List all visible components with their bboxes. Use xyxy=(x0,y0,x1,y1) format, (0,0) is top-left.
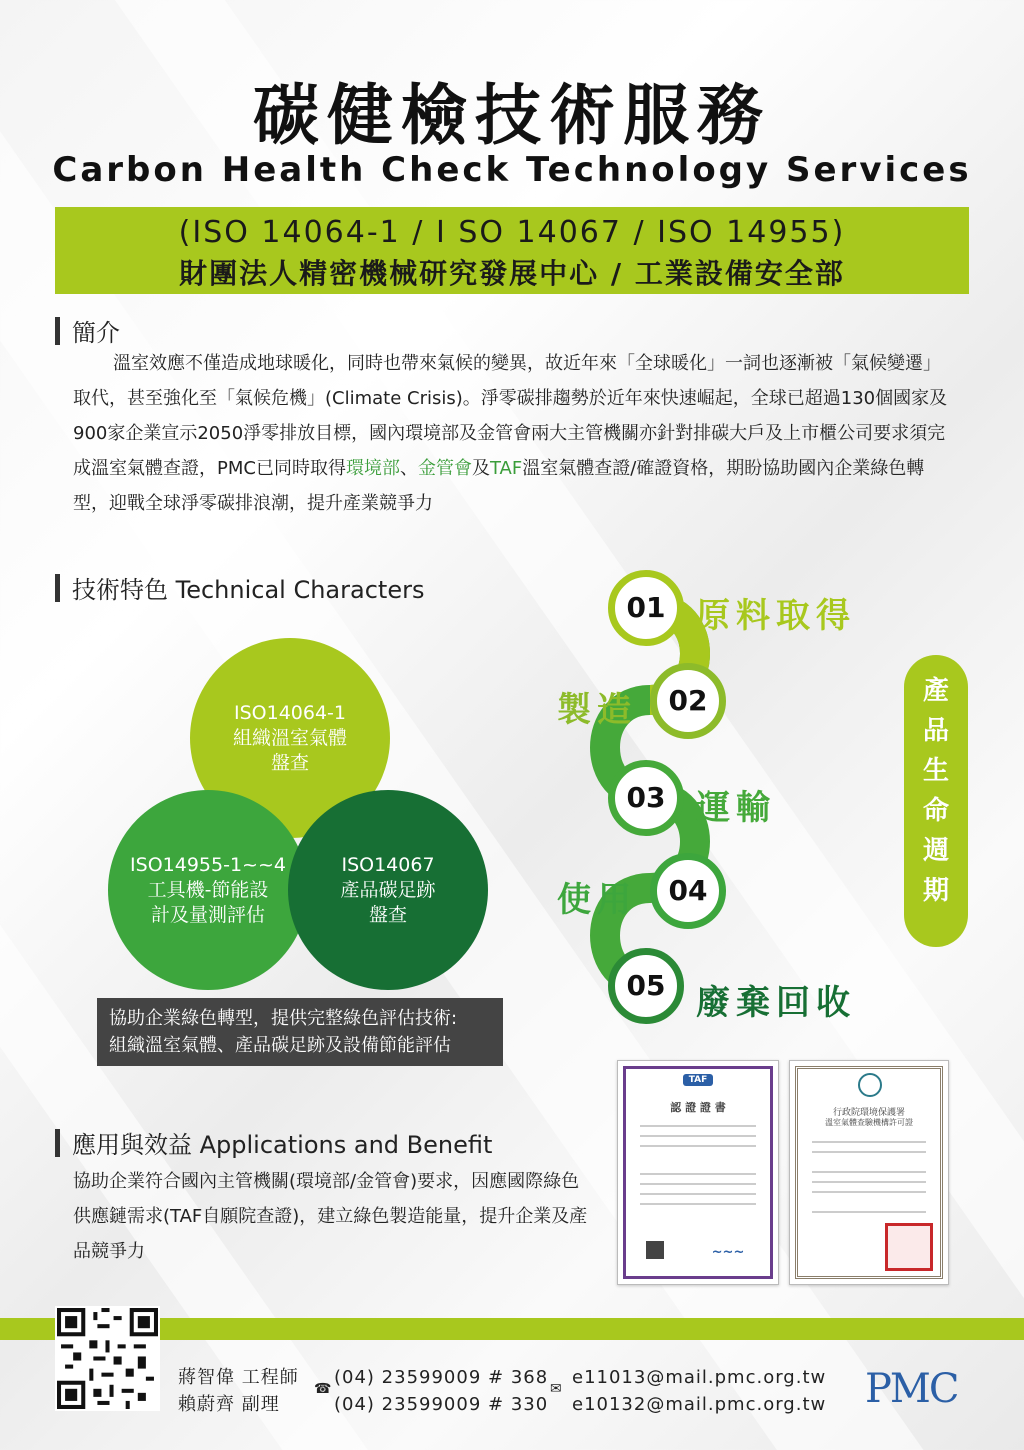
circle1-line1: ISO14064-1 xyxy=(233,701,346,724)
circle2-line1: ISO14955-1~~4 xyxy=(130,853,286,876)
tech-summary-line2: 組織溫室氣體、產品碳足跡及設備節能評估 xyxy=(109,1035,451,1056)
header-band xyxy=(55,207,969,294)
lifecycle-char: 期 xyxy=(922,876,949,906)
qr-code-icon[interactable] xyxy=(55,1306,160,1411)
step-03-badge: 03 xyxy=(608,760,684,836)
intro-text-a: 溫室效應不僅造成地球暖化，同時也帶來氣候的變異，故近年來「全球暖化」一詞也逐漸被「氣候變遷」取代，甚至強化至「氣候危機」(Climate Crisis)。淨零碳排趨勢於近年來快速崛起，全球已超過130個國家及900家企業宣示2050淨零排放目標，國內環境部及金管會兩大主管機關亦針對排碳大戶及上市櫃公司要求須完成溫室氣體查證，PMC已同時取得 xyxy=(73,353,948,479)
standards-line: (ISO 14064-1 / I SO 14067 / ISO 14955) xyxy=(178,215,846,250)
intro-heading-text: 簡介 xyxy=(72,319,120,347)
apps-paragraph: 協助企業符合國內主管機關(環境部/金管會)要求，因應國際綠色供應鏈需求(TAF自願院查證)，建立綠色製造能量，提升企業及產品競爭力 xyxy=(73,1171,588,1262)
red-seal-icon xyxy=(885,1223,933,1271)
contact-phones xyxy=(334,1364,548,1418)
step-02-badge: 02 xyxy=(650,663,726,739)
lifecycle-char: 命 xyxy=(922,796,949,826)
pmc-logo xyxy=(865,1366,957,1412)
page-title: 碳健檢技術服務 xyxy=(253,77,771,154)
highlight-taf: TAF xyxy=(489,458,523,479)
step-04-label: 使用 xyxy=(557,880,637,920)
certificate-subtitle: 溫室氣體查驗機構許可證 xyxy=(825,1118,913,1127)
lifecycle-char: 生 xyxy=(922,756,949,786)
intro-and: 及 xyxy=(471,458,490,479)
circle-iso14067 xyxy=(288,790,488,990)
lifecycle-char: 產 xyxy=(922,676,949,706)
heading-bar xyxy=(55,317,60,345)
tech-summary-box xyxy=(97,998,503,1066)
highlight-epa: 環境部 xyxy=(345,458,400,479)
tech-heading-text: 技術特色 Technical Characters xyxy=(72,576,425,604)
apps-heading xyxy=(55,1125,492,1160)
apps-heading-text: 應用與效益 Applications and Benefit xyxy=(72,1131,493,1159)
circle1-line3: 盤查 xyxy=(270,751,309,774)
step-05-badge: 05 xyxy=(608,948,684,1024)
taf-certificate xyxy=(617,1060,779,1285)
tech-heading xyxy=(55,570,424,605)
step-04-badge: 04 xyxy=(650,853,726,929)
intro-paragraph xyxy=(73,346,953,521)
circle1-line2: 組織溫室氣體 xyxy=(232,726,347,749)
intro-heading xyxy=(55,313,120,348)
step-01-badge: 01 xyxy=(608,570,684,646)
certificate-title: 認 證 證 書 xyxy=(670,1101,726,1114)
step-05-label: 廢棄回收 xyxy=(696,983,856,1023)
epa-certificate xyxy=(789,1060,949,1285)
intro-text-b: 溫室氣體查證/確證資格，期盼協助國內企業綠色轉型，迎戰全球淨零碳排浪潮，提升產業競爭力 xyxy=(73,458,925,514)
step-03-label: 運輸 xyxy=(696,788,776,828)
email-link-2[interactable]: e10132@mail.pmc.org.tw xyxy=(572,1394,827,1415)
circle2-line2: 工具機-節能設 xyxy=(147,878,269,901)
organization-line: 財團法人精密機械研究發展中心 / 工業設備安全部 xyxy=(179,257,845,290)
circle3-line1: ISO14067 xyxy=(341,853,435,876)
heading-bar xyxy=(55,1129,60,1157)
page-subtitle: Carbon Health Check Technology Services xyxy=(52,150,972,190)
contact-name-2: 賴蔚齊 副理 xyxy=(178,1394,280,1415)
circle-iso14955 xyxy=(108,790,308,990)
step-01-label: 原料取得 xyxy=(696,596,856,636)
tech-summary-line1: 協助企業綠色轉型，提供完整綠色評估技術: xyxy=(109,1008,458,1029)
contact-name-1: 蔣智偉 工程師 xyxy=(178,1367,299,1388)
step-02-label: 製造 xyxy=(557,690,637,730)
email-link-1[interactable]: e11013@mail.pmc.org.tw xyxy=(572,1367,827,1388)
qr-mini-icon xyxy=(646,1241,664,1259)
heading-bar xyxy=(55,574,60,602)
signature-mark: ~~~ xyxy=(711,1245,745,1260)
phone-link-1[interactable]: (04) 23599009 # 368 xyxy=(334,1367,549,1388)
lifecycle-char: 週 xyxy=(922,836,949,866)
lifecycle-char: 品 xyxy=(922,716,949,746)
pmc-logo-text: PMC xyxy=(865,1366,958,1412)
circle3-line2: 產品碳足跡 xyxy=(340,878,436,901)
taf-badge: TAF xyxy=(683,1074,714,1086)
contact-emails xyxy=(572,1364,826,1418)
intro-sep: 、 xyxy=(399,458,418,479)
circle2-line3: 計及量測評估 xyxy=(150,903,265,926)
contact-names xyxy=(178,1364,299,1418)
phone-link-2[interactable]: (04) 23599009 # 330 xyxy=(334,1394,549,1415)
circle3-line3: 盤查 xyxy=(368,903,407,926)
phone-icon: ☎ xyxy=(314,1381,333,1397)
mail-icon: ✉ xyxy=(550,1381,563,1397)
product-lifecycle-tag xyxy=(904,655,968,947)
epa-emblem-icon xyxy=(858,1073,882,1097)
certificate-issuer: 行政院環境保護署 xyxy=(832,1108,905,1118)
highlight-fsc: 金管會 xyxy=(417,458,472,479)
